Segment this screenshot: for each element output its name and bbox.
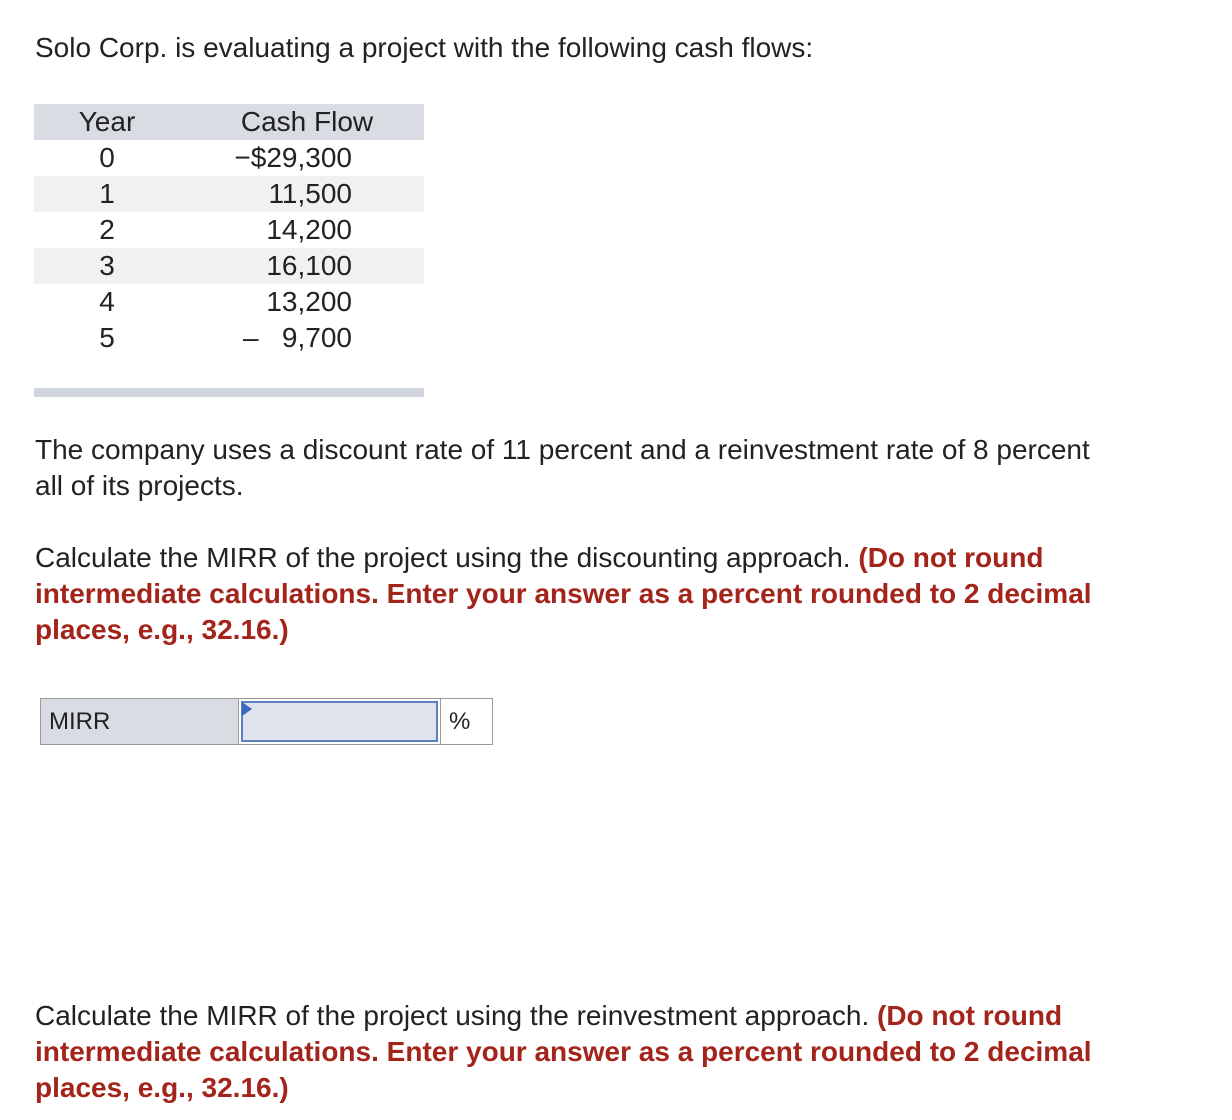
year-cell: 0 [99,142,115,173]
table-header-row [34,104,424,140]
table-row [34,176,424,212]
table-footer-bar [34,388,424,397]
input-marker-icon [242,702,252,716]
table-row [34,140,424,176]
cash-flow-header: Cash Flow [180,104,424,140]
percent-unit: % [440,698,493,745]
rates-line-1: The company uses a discount rate of 11 percent and a reinvestment rate of 8 percent [35,434,1090,465]
table-row [34,212,424,248]
cash-flow-cell: −$29,300 [234,142,352,173]
question-instruction: intermediate calculations. Enter your answer as a percent rounded to 2 decimal [35,578,1092,609]
year-cell: 4 [99,286,115,317]
mirr-answer-row [40,698,493,745]
question-text: Calculate the MIRR of the project using the discounting approach. [35,542,859,573]
cash-flow-cell: 11,500 [180,176,424,212]
mirr-label: MIRR [40,698,239,745]
cash-flow-cell: – 9,700 [243,322,352,353]
question-instruction: intermediate calculations. Enter your answer as a percent rounded to 2 decimal [35,1036,1092,1067]
year-cell: 3 [34,248,180,284]
mirr-input[interactable] [241,701,438,742]
rates-text [35,432,1090,504]
question-instruction: places, e.g., 32.16.) [35,614,289,645]
year-cell: 5 [99,322,115,353]
table-row [34,320,424,356]
cash-flow-cell: 14,200 [266,214,352,245]
year-header: Year [34,104,180,140]
mirr-input-wrapper[interactable] [239,698,440,745]
table-row [34,284,424,320]
rates-line-2: all of its projects. [35,470,244,501]
question-instruction: (Do not round [877,1000,1063,1031]
year-cell: 1 [34,176,180,212]
intro-text: Solo Corp. is evaluating a project with the following cash flows: [35,32,814,63]
cash-flow-table [34,104,424,397]
question-reinvestment [35,998,1092,1106]
table-spacer [34,356,424,388]
cash-flow-cell: 16,100 [180,248,424,284]
question-instruction: (Do not round [858,542,1044,573]
table-row [34,248,424,284]
year-cell: 2 [99,214,115,245]
question-text: Calculate the MIRR of the project using the reinvestment approach. [35,1000,877,1031]
cash-flow-cell: 13,200 [266,286,352,317]
question-instruction: places, e.g., 32.16.) [35,1072,289,1103]
question-discounting [35,540,1092,648]
